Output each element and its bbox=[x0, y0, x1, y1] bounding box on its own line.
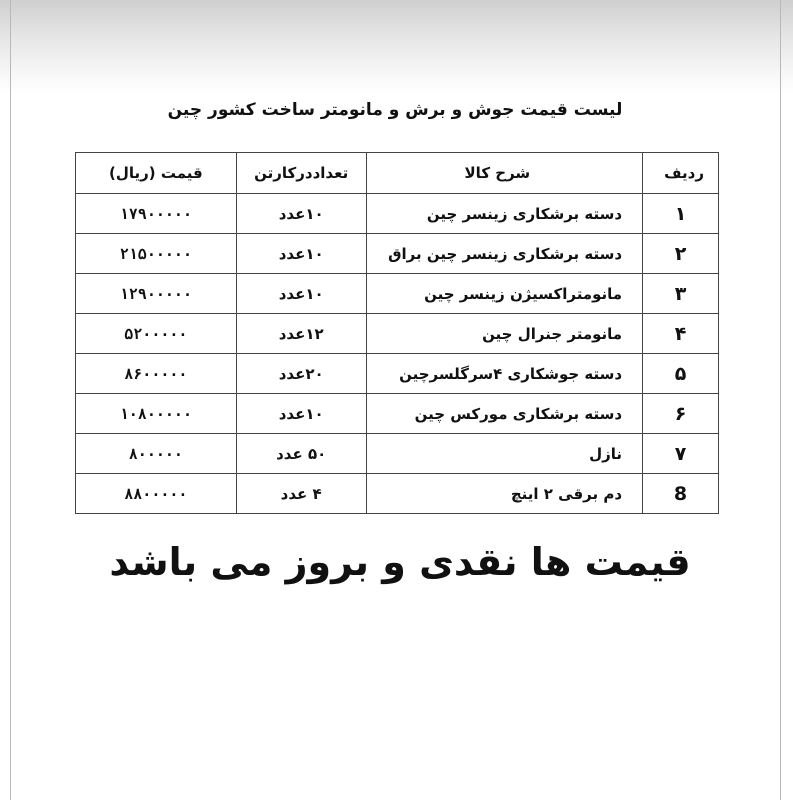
description-cell: نازل bbox=[366, 434, 642, 474]
row-number-cell: ۳ bbox=[643, 274, 719, 314]
header-description: شرح کالا bbox=[366, 153, 642, 194]
table-row bbox=[76, 274, 719, 314]
price-cell: ۱۲۹۰۰۰۰۰ bbox=[76, 274, 237, 314]
price-cell: ۱۰۸۰۰۰۰۰ bbox=[76, 394, 237, 434]
quantity-cell: ۱۰عدد bbox=[236, 394, 366, 434]
price-cell: ۸۸۰۰۰۰۰ bbox=[76, 474, 237, 514]
description-cell: دسته برشکاری زینسر چین bbox=[366, 194, 642, 234]
description-cell: دسته برشکاری مورکس چین bbox=[366, 394, 642, 434]
quantity-cell: ۲۰عدد bbox=[236, 354, 366, 394]
description-cell: دسته جوشکاری ۴سرگلسرچین bbox=[366, 354, 642, 394]
footer-note: قیمت ها نقدی و بروز می باشد bbox=[109, 540, 691, 584]
table-header-row bbox=[76, 153, 719, 194]
table-row bbox=[76, 234, 719, 274]
header-price: قیمت (ریال) bbox=[76, 153, 237, 194]
price-cell: ۵۲۰۰۰۰۰ bbox=[76, 314, 237, 354]
table-row bbox=[76, 194, 719, 234]
row-number-cell: ۲ bbox=[643, 234, 719, 274]
table-row bbox=[76, 394, 719, 434]
description-cell: مانومتر جنرال چین bbox=[366, 314, 642, 354]
table-row bbox=[76, 434, 719, 474]
price-cell: ۱۷۹۰۰۰۰۰ bbox=[76, 194, 237, 234]
table-row bbox=[76, 314, 719, 354]
header-quantity: تعداددرکارتن bbox=[236, 153, 366, 194]
header-row-number: ردیف bbox=[643, 153, 719, 194]
description-cell: دم برقی ۲ اینچ bbox=[366, 474, 642, 514]
table-row bbox=[76, 474, 719, 514]
quantity-cell: ۴ عدد bbox=[236, 474, 366, 514]
document-title: لیست قیمت جوش و برش و مانومتر ساخت کشور چین bbox=[167, 100, 623, 120]
price-cell: ۸۶۰۰۰۰۰ bbox=[76, 354, 237, 394]
quantity-cell: ۱۰عدد bbox=[236, 194, 366, 234]
price-cell: ۲۱۵۰۰۰۰۰ bbox=[76, 234, 237, 274]
row-number-cell: 8 bbox=[643, 474, 719, 514]
quantity-cell: ۱۰عدد bbox=[236, 234, 366, 274]
row-number-cell: ۶ bbox=[643, 394, 719, 434]
quantity-cell: ۱۲عدد bbox=[236, 314, 366, 354]
price-table bbox=[75, 152, 719, 514]
quantity-cell: ۵۰ عدد bbox=[236, 434, 366, 474]
row-number-cell: ۷ bbox=[643, 434, 719, 474]
description-cell: مانومتراکسیژن زینسر چین bbox=[366, 274, 642, 314]
quantity-cell: ۱۰عدد bbox=[236, 274, 366, 314]
row-number-cell: ۵ bbox=[643, 354, 719, 394]
description-cell: دسته برشکاری زینسر چین براق bbox=[366, 234, 642, 274]
row-number-cell: ۴ bbox=[643, 314, 719, 354]
row-number-cell: ۱ bbox=[643, 194, 719, 234]
price-cell: ۸۰۰۰۰۰ bbox=[76, 434, 237, 474]
table-row bbox=[76, 354, 719, 394]
